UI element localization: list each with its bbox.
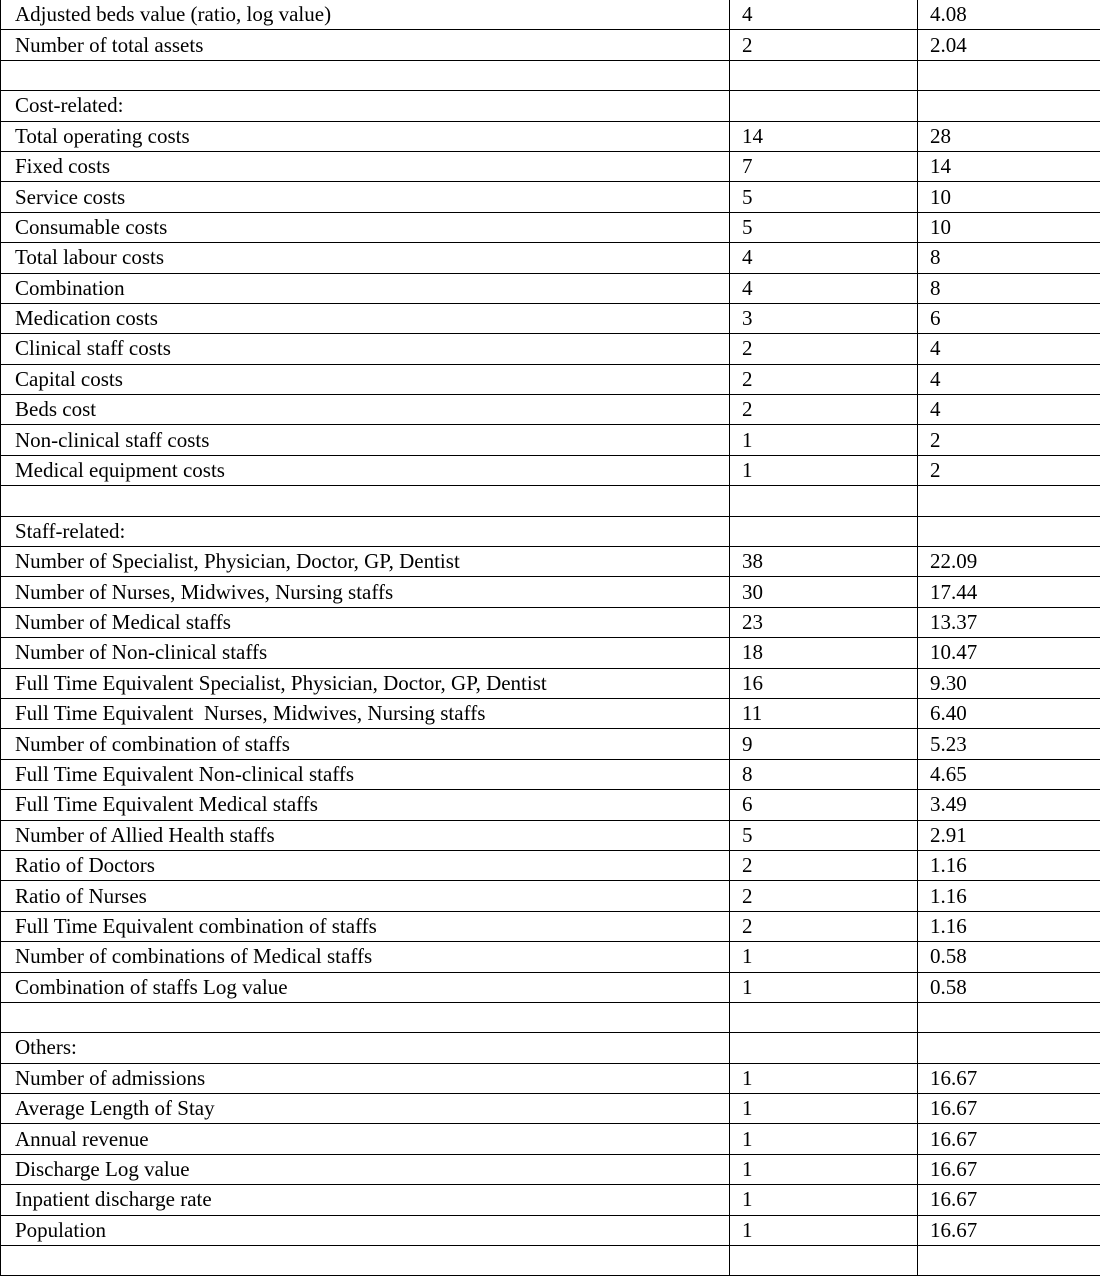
count-cell: 11 [730,698,918,728]
table-row [1,850,1100,880]
section-header-cell: Cost-related: [1,91,730,121]
percent-cell: 16.67 [918,1094,1100,1124]
table-row [1,820,1100,850]
percent-cell: 6 [918,303,1100,333]
percent-cell: 10.47 [918,638,1100,668]
row-label-cell [1,486,730,516]
percent-cell: 8 [918,273,1100,303]
count-cell [730,1002,918,1032]
row-label-cell: Number of admissions [1,1063,730,1093]
row-label-cell: Inpatient discharge rate [1,1185,730,1215]
count-cell: 1 [730,455,918,485]
count-cell [730,1246,918,1276]
row-label-cell: Population [1,1215,730,1245]
count-cell [730,516,918,546]
percent-cell: 22.09 [918,547,1100,577]
row-label-cell: Number of Allied Health staffs [1,820,730,850]
section-header-row [1,516,1100,546]
count-cell: 1 [730,1124,918,1154]
row-label-cell: Total labour costs [1,243,730,273]
table-row [1,212,1100,242]
percent-cell: 0.58 [918,942,1100,972]
row-label-cell: Adjusted beds value (ratio, log value) [1,0,730,30]
percent-cell [918,486,1100,516]
row-label-cell: Full Time Equivalent Nurses, Midwives, Nursing staffs [1,698,730,728]
percent-cell: 4 [918,334,1100,364]
table-row [1,182,1100,212]
row-label-cell: Annual revenue [1,1124,730,1154]
percent-cell: 10 [918,182,1100,212]
table-row [1,759,1100,789]
row-label-cell: Full Time Equivalent Specialist, Physician, Doctor, GP, Dentist [1,668,730,698]
count-cell: 4 [730,243,918,273]
count-cell: 2 [730,881,918,911]
table-row [1,1185,1100,1215]
row-label-cell: Combination of staffs Log value [1,972,730,1002]
percent-cell [918,91,1100,121]
row-label-cell: Number of Non-clinical staffs [1,638,730,668]
percent-cell: 4.65 [918,759,1100,789]
count-cell: 8 [730,759,918,789]
spacer-row [1,60,1100,90]
percent-cell: 6.40 [918,698,1100,728]
table-row [1,972,1100,1002]
count-cell: 4 [730,0,918,30]
table-row [1,1094,1100,1124]
percent-cell [918,1246,1100,1276]
count-cell: 3 [730,303,918,333]
percent-cell [918,1033,1100,1063]
percent-cell: 2.91 [918,820,1100,850]
row-label-cell: Medication costs [1,303,730,333]
percent-cell: 0.58 [918,972,1100,1002]
row-label-cell: Full Time Equivalent combination of staffs [1,911,730,941]
count-cell: 9 [730,729,918,759]
table-row [1,577,1100,607]
row-label-cell [1,1246,730,1276]
table-row [1,668,1100,698]
row-label-cell: Number of Medical staffs [1,607,730,637]
percent-cell [918,1002,1100,1032]
count-cell [730,91,918,121]
percent-cell: 28 [918,121,1100,151]
row-label-cell: Average Length of Stay [1,1094,730,1124]
row-label-cell [1,1002,730,1032]
row-label-cell: Ratio of Doctors [1,850,730,880]
percent-cell: 4 [918,395,1100,425]
count-cell: 30 [730,577,918,607]
percent-cell: 14 [918,151,1100,181]
row-label-cell: Full Time Equivalent Non-clinical staffs [1,759,730,789]
percent-cell: 16.67 [918,1124,1100,1154]
percent-cell: 13.37 [918,607,1100,637]
spacer-row [1,486,1100,516]
table-row [1,1154,1100,1184]
table-row [1,911,1100,941]
count-cell: 14 [730,121,918,151]
count-cell: 1 [730,425,918,455]
row-label-cell: Number of Nurses, Midwives, Nursing staffs [1,577,730,607]
count-cell: 2 [730,395,918,425]
percent-cell [918,516,1100,546]
spacer-row [1,1246,1100,1276]
table-row [1,1124,1100,1154]
row-label-cell: Consumable costs [1,212,730,242]
count-cell: 2 [730,911,918,941]
count-cell: 2 [730,334,918,364]
percent-cell: 2 [918,455,1100,485]
section-header-cell: Others: [1,1033,730,1063]
row-label-cell: Number of total assets [1,30,730,60]
table-row [1,243,1100,273]
percent-cell: 16.67 [918,1154,1100,1184]
count-cell: 38 [730,547,918,577]
count-cell [730,60,918,90]
percent-cell: 2 [918,425,1100,455]
row-label-cell: Number of combinations of Medical staffs [1,942,730,972]
percent-cell: 16.67 [918,1185,1100,1215]
table-row [1,30,1100,60]
count-cell: 6 [730,790,918,820]
row-label-cell: Beds cost [1,395,730,425]
row-label-cell: Total operating costs [1,121,730,151]
table-row [1,121,1100,151]
table-row [1,0,1100,30]
count-cell: 23 [730,607,918,637]
percent-cell: 4.08 [918,0,1100,30]
percent-cell: 1.16 [918,911,1100,941]
table-row [1,698,1100,728]
row-label-cell: Capital costs [1,364,730,394]
table-row [1,942,1100,972]
table-row [1,273,1100,303]
percent-cell: 17.44 [918,577,1100,607]
percent-cell: 16.67 [918,1063,1100,1093]
table-row [1,1215,1100,1245]
percent-cell: 1.16 [918,881,1100,911]
count-cell: 1 [730,972,918,1002]
percent-cell: 10 [918,212,1100,242]
row-label-cell: Full Time Equivalent Medical staffs [1,790,730,820]
table-row [1,303,1100,333]
table-row [1,547,1100,577]
count-cell: 1 [730,1215,918,1245]
table-row [1,1063,1100,1093]
table-row [1,881,1100,911]
percent-cell: 1.16 [918,850,1100,880]
count-cell: 1 [730,1154,918,1184]
count-cell: 1 [730,942,918,972]
count-cell: 1 [730,1185,918,1215]
table-row [1,364,1100,394]
table-row [1,334,1100,364]
spacer-row [1,1002,1100,1032]
percent-cell: 2.04 [918,30,1100,60]
percent-cell [918,60,1100,90]
count-cell: 16 [730,668,918,698]
percent-cell: 8 [918,243,1100,273]
row-label-cell: Ratio of Nurses [1,881,730,911]
percent-cell: 16.67 [918,1215,1100,1245]
row-label-cell: Fixed costs [1,151,730,181]
count-cell: 7 [730,151,918,181]
count-cell: 5 [730,182,918,212]
table-row [1,425,1100,455]
percent-cell: 3.49 [918,790,1100,820]
percent-cell: 9.30 [918,668,1100,698]
row-label-cell: Medical equipment costs [1,455,730,485]
row-label-cell: Number of Specialist, Physician, Doctor, GP, Dentist [1,547,730,577]
count-cell: 5 [730,212,918,242]
count-cell: 2 [730,364,918,394]
table-row [1,790,1100,820]
section-header-row [1,91,1100,121]
count-cell: 1 [730,1094,918,1124]
table-row [1,729,1100,759]
table-row [1,395,1100,425]
count-cell: 1 [730,1063,918,1093]
table-row [1,607,1100,637]
count-cell [730,1033,918,1063]
row-label-cell: Combination [1,273,730,303]
count-cell: 4 [730,273,918,303]
row-label-cell [1,60,730,90]
row-label-cell: Service costs [1,182,730,212]
count-cell: 2 [730,30,918,60]
table-body [1,0,1100,1276]
percent-cell: 5.23 [918,729,1100,759]
count-cell [730,486,918,516]
table-row [1,455,1100,485]
percent-cell: 4 [918,364,1100,394]
count-cell: 2 [730,850,918,880]
row-label-cell: Discharge Log value [1,1154,730,1184]
count-cell: 18 [730,638,918,668]
section-header-row [1,1033,1100,1063]
row-label-cell: Non-clinical staff costs [1,425,730,455]
count-cell: 5 [730,820,918,850]
row-label-cell: Clinical staff costs [1,334,730,364]
row-label-cell: Number of combination of staffs [1,729,730,759]
section-header-cell: Staff-related: [1,516,730,546]
table-row [1,638,1100,668]
table-row [1,151,1100,181]
